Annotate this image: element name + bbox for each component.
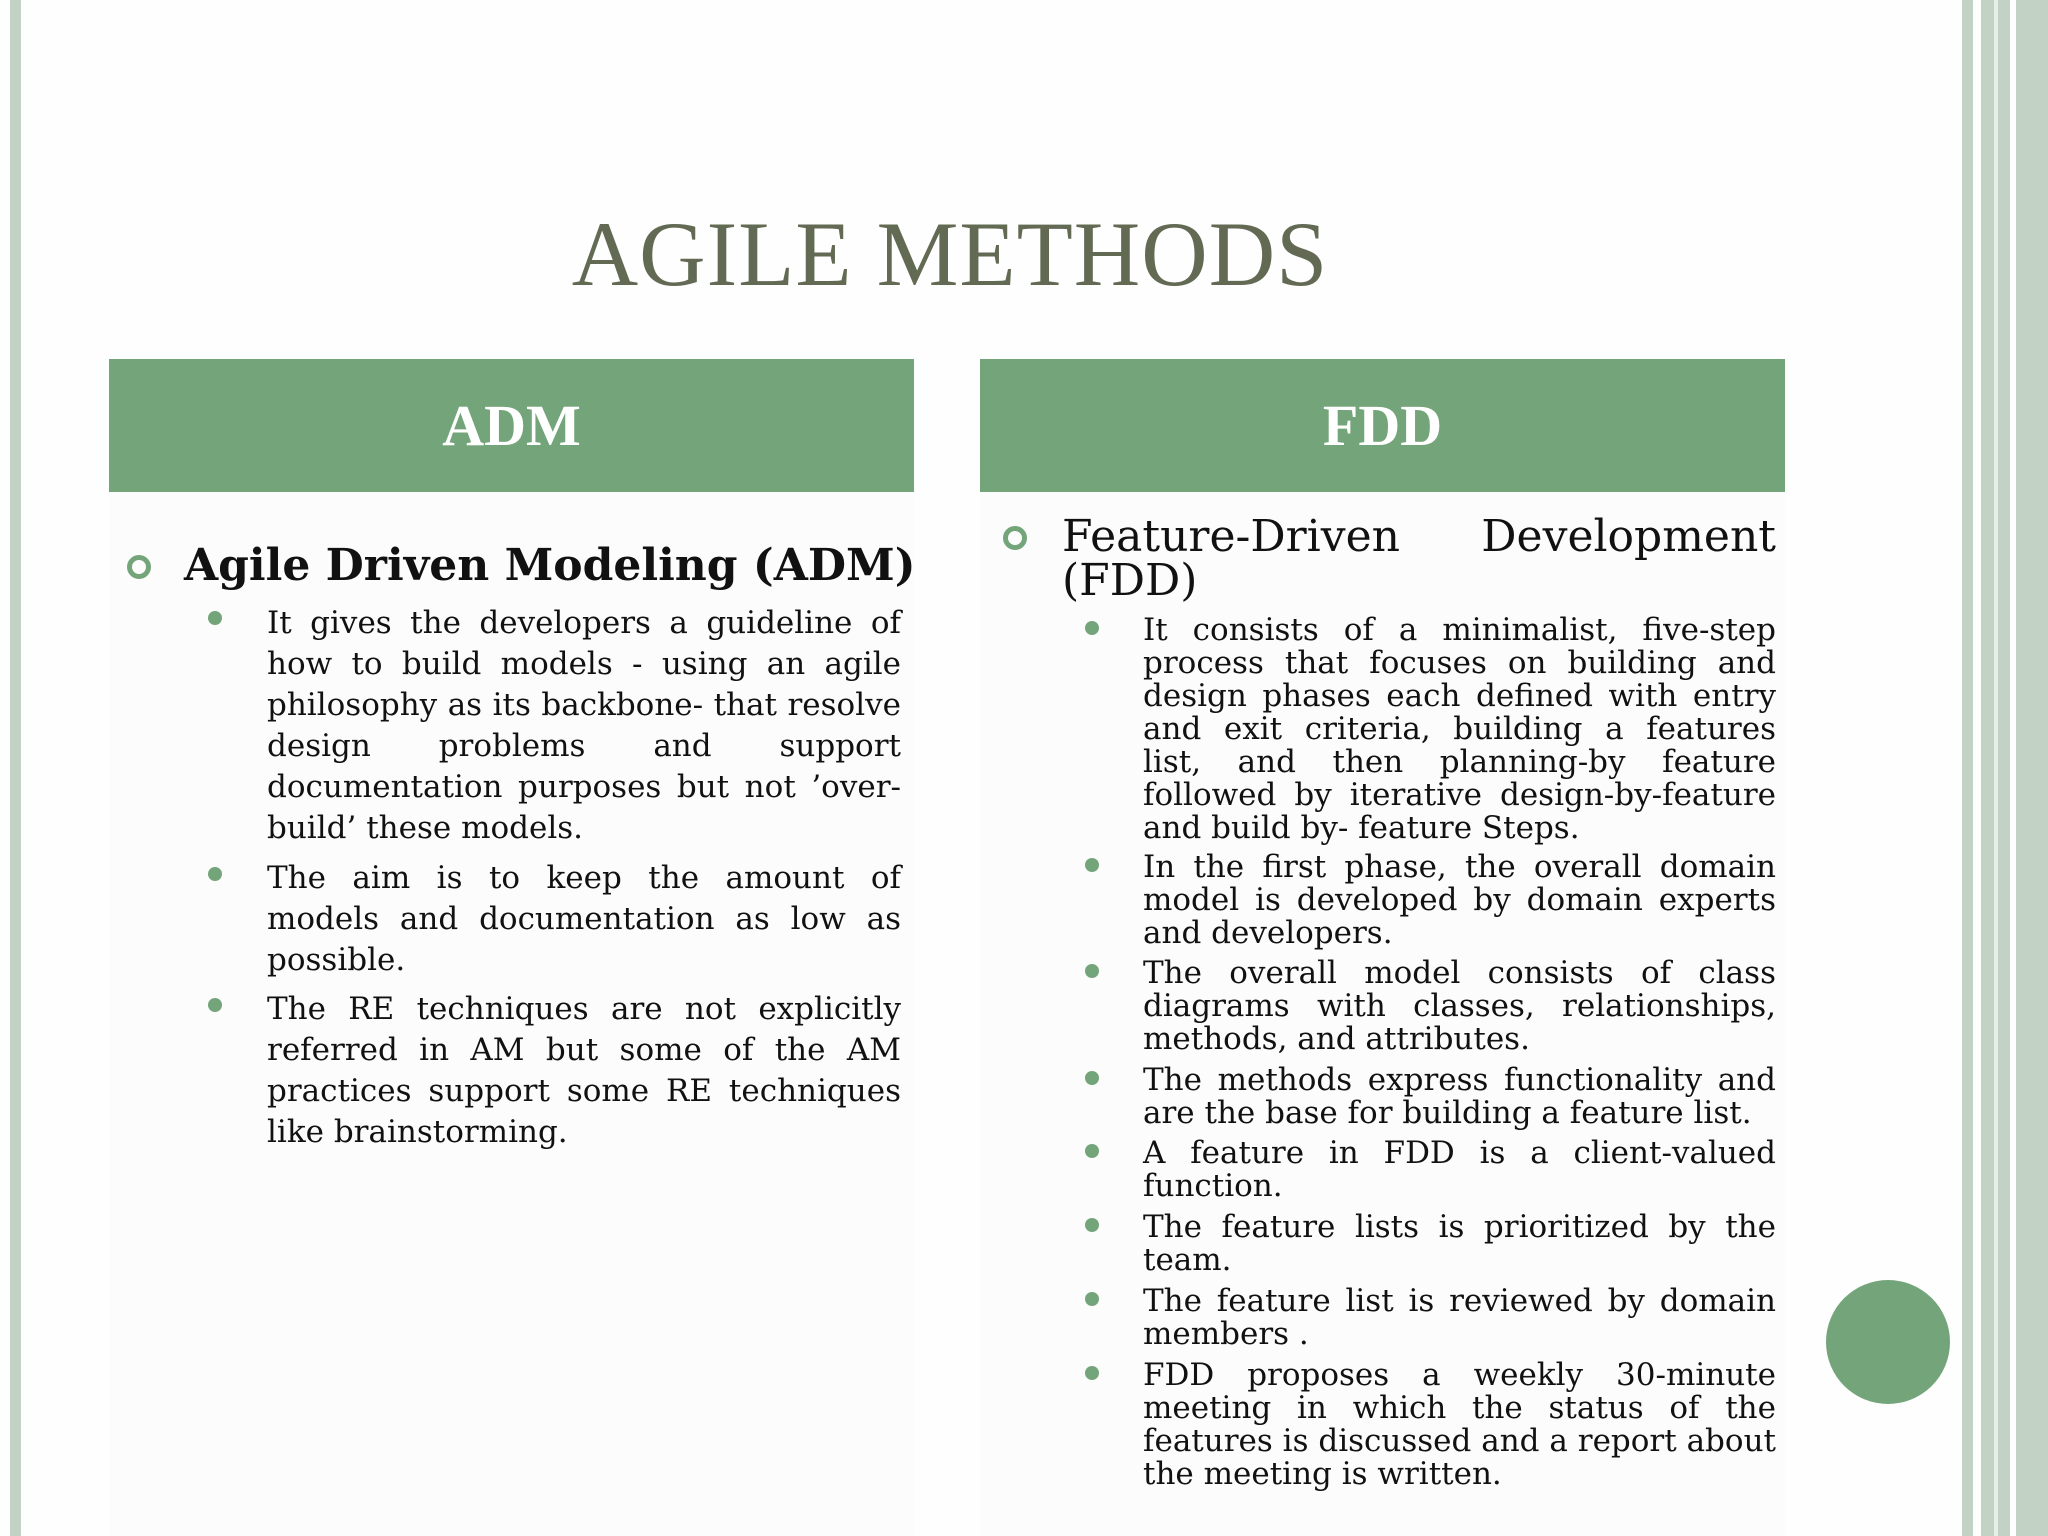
fdd-bullet: It consists of a minimalist, five-step process that focuses on building and design phases each defined with entry and exit criteria, building a features list, and then planning-by feature followed by iterative design-by-feature and build by- feature Steps. (1143, 612, 1776, 846)
bullet-dot-icon (1085, 964, 1099, 978)
fdd-bullet: The feature list is reviewed by domain members . (1143, 1283, 1776, 1352)
bullet-dot-icon (1085, 621, 1099, 635)
bullet-dot-icon (1085, 1366, 1099, 1380)
bullet-dot-icon (1085, 1144, 1099, 1158)
right-border-stripe (1962, 0, 1973, 1536)
decorative-circle-icon (1826, 1280, 1950, 1404)
bullet-dot-icon (1085, 1292, 1099, 1306)
right-border-stripe (1998, 0, 2010, 1536)
fdd-column-header (980, 359, 1785, 492)
fdd-bullet: The feature lists is prioritized by the team. (1143, 1209, 1776, 1278)
fdd-header-label: FDD (1322, 393, 1443, 458)
ring-bullet-icon (1003, 526, 1027, 550)
adm-column-header (109, 359, 914, 492)
bullet-dot-icon (208, 867, 222, 881)
bullet-dot-icon (208, 611, 222, 625)
fdd-bullet: The methods express functionality and are the base for building a feature list. (1143, 1062, 1776, 1131)
fdd-bullet: In the first phase, the overall domain model is developed by domain experts and developers. (1143, 849, 1776, 951)
bullet-dot-icon (1085, 1071, 1099, 1085)
bullet-dot-icon (1085, 858, 1099, 872)
fdd-bullet: The overall model consists of class diagrams with classes, relationships, methods, and attributes. (1143, 955, 1776, 1057)
adm-header-label: ADM (442, 393, 581, 458)
ring-bullet-icon (127, 555, 151, 579)
adm-bullet: The RE techniques are not explicitly referred in AM but some of the AM practices support some RE techniques like brainstorming. (267, 991, 901, 1150)
adm-bullet: It gives the developers a guideline of how to build models - using an agile philosophy as its backbone- that resolve design problems and support documentation purposes but not ’over-build’ these models. (267, 605, 901, 846)
right-border-stripe (2016, 0, 2048, 1536)
fdd-heading: Feature-Driven Development (FDD) (1062, 511, 1776, 606)
slide-title: AGILE METHODS (571, 203, 1329, 305)
fdd-bullet: FDD proposes a weekly 30-minute meeting in which the status of the features is discussed and a report about the meeting is written. (1143, 1357, 1776, 1492)
right-border-stripe (1981, 0, 1994, 1536)
adm-bullet: The aim is to keep the amount of models and documentation as low as possible. (267, 860, 901, 978)
bullet-dot-icon (208, 998, 222, 1012)
fdd-bullet: A feature in FDD is a client-valued function. (1143, 1135, 1776, 1204)
bullet-dot-icon (1085, 1218, 1099, 1232)
adm-heading: Agile Driven Modeling (ADM) (184, 540, 916, 591)
